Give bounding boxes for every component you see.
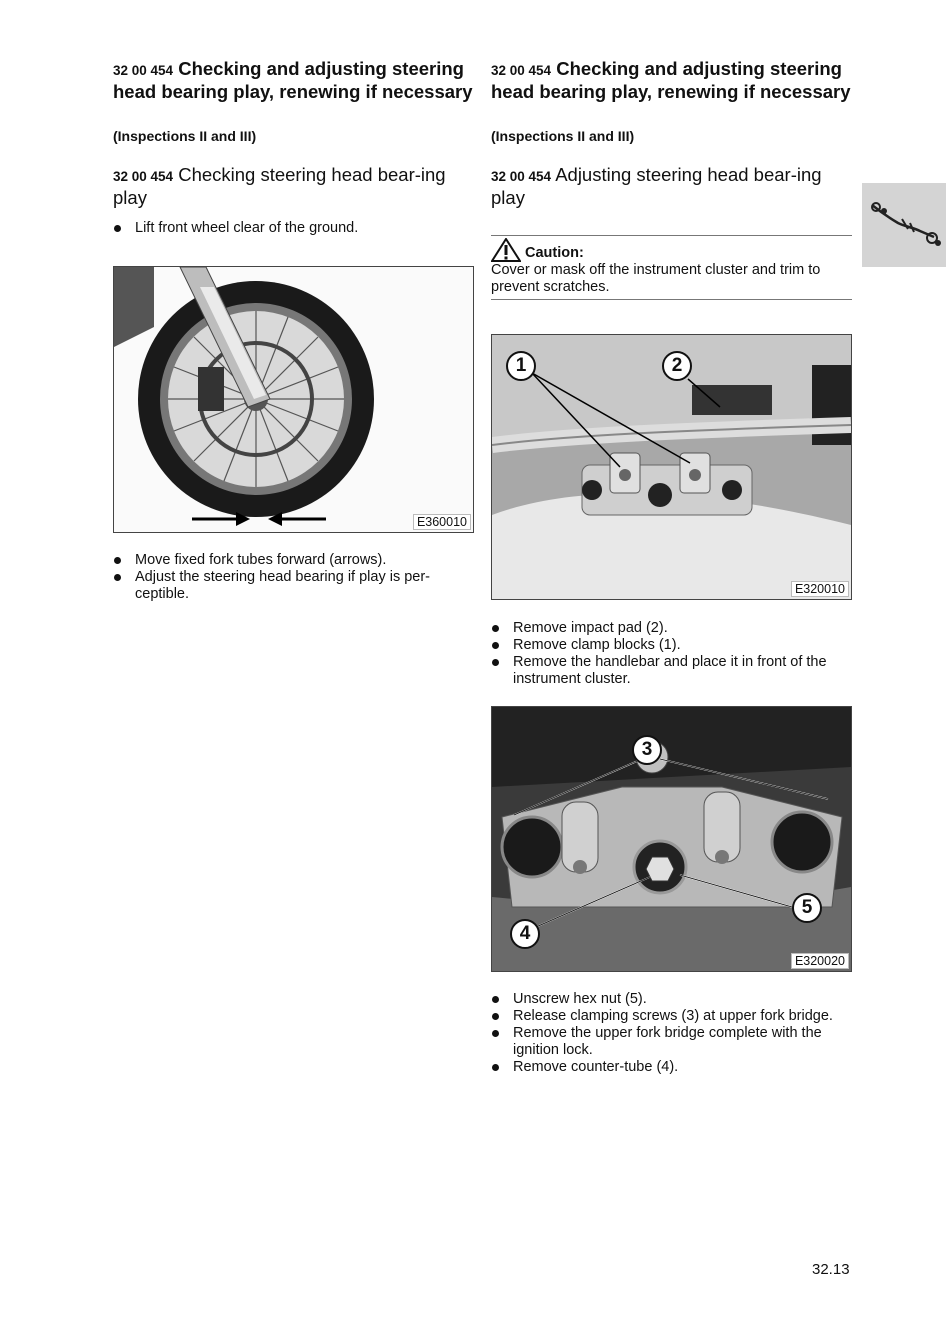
page-number: 32.13 — [812, 1261, 850, 1278]
right-heading-text: Checking and adjusting steering head bearing play, renewing if necessary — [491, 58, 851, 102]
list-item: Remove clamp blocks (1). — [491, 637, 853, 654]
left-heading-code: 32 00 454 — [113, 63, 174, 78]
list-item: Move fixed fork tubes forward (arrows). — [113, 552, 475, 569]
figure-code: E320010 — [791, 581, 849, 597]
figure-code: E360010 — [413, 514, 471, 530]
warning-triangle-icon — [491, 238, 521, 262]
caution-text: Cover or mask off the instrument cluster and trim to prevent scratches. — [491, 262, 821, 295]
right-bullet-list-2 — [491, 991, 853, 1076]
right-section-heading — [491, 58, 853, 102]
list-item: Adjust the steering head bearing if play is per-ceptible. — [113, 569, 475, 603]
right-column — [491, 58, 853, 208]
callout-2: 2 — [662, 351, 692, 381]
callout-4: 4 — [510, 919, 540, 949]
list-item: Lift front wheel clear of the ground. — [113, 220, 475, 237]
list-item: Remove impact pad (2). — [491, 620, 853, 637]
left-column — [113, 58, 475, 237]
left-section-heading — [113, 58, 475, 102]
list-item: Remove counter-tube (4). — [491, 1059, 853, 1076]
steering-parts-icon — [862, 183, 946, 267]
right-sub-text: Adjusting steering head bear-ing play — [491, 164, 822, 208]
list-item: Remove the upper fork bridge complete with the ignition lock. — [491, 1025, 853, 1059]
caution-label: Caution: — [525, 245, 584, 261]
right-heading-code: 32 00 454 — [491, 63, 552, 78]
list-item: Release clamping screws (3) at upper fork bridge. — [491, 1008, 853, 1025]
fork-bridge-figure — [491, 706, 852, 972]
left-bullet-list-2 — [113, 552, 475, 603]
left-sub-heading — [113, 164, 475, 208]
left-inspections: (Inspections II and III) — [113, 128, 257, 144]
right-sub-code: 32 00 454 — [491, 169, 552, 184]
handlebar-figure — [491, 334, 852, 600]
section-tab — [862, 183, 946, 267]
right-bullet-list-1 — [491, 620, 853, 688]
front-wheel-figure — [113, 266, 474, 533]
fork-bridge-photo — [492, 707, 851, 971]
front-wheel-illustration — [114, 267, 473, 532]
list-item: Unscrew hex nut (5). — [491, 991, 853, 1008]
list-item: Remove the handlebar and place it in front of the instrument cluster. — [491, 654, 853, 688]
left-heading-text: Checking and adjusting steering head bearing play, renewing if necessary — [113, 58, 473, 102]
caution-header — [491, 238, 852, 262]
left-sub-code: 32 00 454 — [113, 169, 174, 184]
right-inspections: (Inspections II and III) — [491, 128, 635, 144]
callout-1: 1 — [506, 351, 536, 381]
left-bullet-list-1 — [113, 220, 475, 237]
callout-3: 3 — [632, 735, 662, 765]
left-sub-text: Checking steering head bear-ing play — [113, 164, 446, 208]
figure-code: E320020 — [791, 953, 849, 969]
right-sub-heading — [491, 164, 853, 208]
callout-5: 5 — [792, 893, 822, 923]
caution-box — [491, 235, 852, 300]
